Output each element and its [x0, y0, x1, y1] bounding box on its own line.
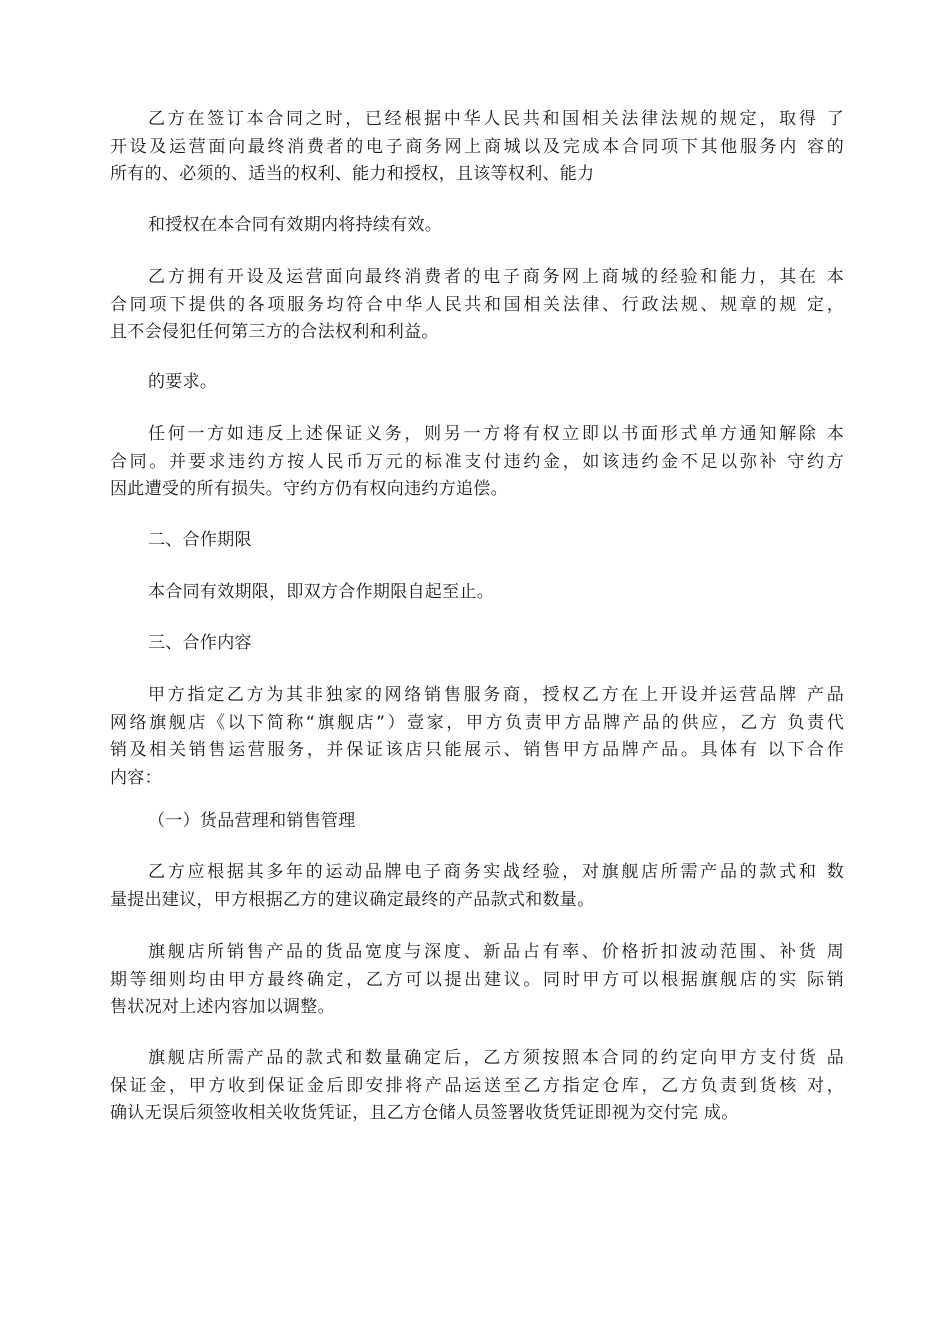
text-line: 销及相关销售运营服务，并保证该店只能展示、销售甲方品牌产品。具体有 以下合作: [110, 740, 844, 760]
text-line: 旗舰店所销售产品的货品宽度与深度、新品占有率、价格折扣波动范围、补货 周: [148, 942, 844, 962]
text-line: 所有的、必须的、适当的权利、能力和授权，且该等权利、能力: [110, 164, 595, 184]
text-line: 乙方应根据其多年的运动品牌电子商务实战经验，对旗舰店所需产品的款式和 数: [148, 862, 844, 882]
text-line: 开设及运营面向最终消费者的电子商务网上商城以及完成本合同项下其他服务内 容的: [110, 136, 844, 157]
paragraph-goods: [110, 939, 844, 1022]
paragraph-suggest: [110, 859, 844, 914]
subsection-heading: （一）货品营理和销售管理: [148, 811, 356, 831]
text-line: 合同项下提供的各项服务均符合中华人民共和国相关法律、行政法规、规章的规 定，: [110, 294, 844, 315]
text-line: 甲方指定乙方为其非独家的网络销售服务商，授权乙方在上开设并运营品牌 产品: [148, 685, 844, 705]
text-line: 保证金，甲方收到保证金后即安排将产品运送至乙方指定仓库，乙方负责到货核 对，: [110, 1075, 844, 1096]
text-line: 内容：: [110, 767, 162, 788]
text-line: 乙方在签订本合同之时，已经根据中华人民共和国相关法律法规的规定，取得 了: [148, 109, 844, 129]
paragraph-5: [110, 421, 844, 504]
text-line: 售状况对上述内容加以调整。: [110, 997, 335, 1017]
section-heading-content: 三、合作内容: [148, 633, 252, 653]
paragraph-deposit: [110, 1045, 844, 1128]
paragraph-3: [110, 264, 844, 347]
paragraph-2: 和授权在本合同有效期内将持续有效。: [148, 215, 443, 235]
text-line: 旗舰店所需产品的款式和数量确定后，乙方须按照本合同的约定向甲方支付货 品: [148, 1048, 844, 1068]
paragraph-content: [110, 682, 844, 792]
section-heading-term: 二、合作期限: [148, 530, 252, 550]
text-line: 乙方拥有开设及运营面向最终消费者的电子商务网上商城的经验和能力，其在 本: [148, 267, 844, 287]
paragraph-4: 的要求。: [148, 372, 218, 392]
text-line: 任何一方如违反上述保证义务，则另一方将有权立即以书面形式单方通知解除 本: [148, 424, 844, 444]
text-line: 且不会侵犯任何第三方的合法权利和利益。: [110, 322, 439, 342]
text-line: 期等细则均由甲方最终确定，乙方可以提出建议。同时甲方可以根据旗舰店的实 际销: [110, 969, 844, 990]
paragraph-term: 本合同有效期限，即双方合作期限自起至止。: [148, 582, 494, 602]
text-line: 合同。并要求违约方按人民币万元的标准支付违约金，如该违约金不足以弥补 守约方: [110, 451, 844, 472]
text-line: 因此遭受的所有损失。守约方仍有权向违约方追偿。: [110, 479, 508, 499]
text-line: 量提出建议，甲方根据乙方的建议确定最终的产品款式和数量。: [110, 889, 595, 910]
text-line: 网络旗舰店《以下简称“旗舰店”）壹家，甲方负责甲方品牌产品的供应，乙方 负责代: [110, 712, 844, 733]
text-line: 确认无误后须签收相关收货凭证，且乙方仓储人员签署收货凭证即视为交付完 成。: [110, 1103, 739, 1123]
paragraph-1: [110, 106, 844, 189]
